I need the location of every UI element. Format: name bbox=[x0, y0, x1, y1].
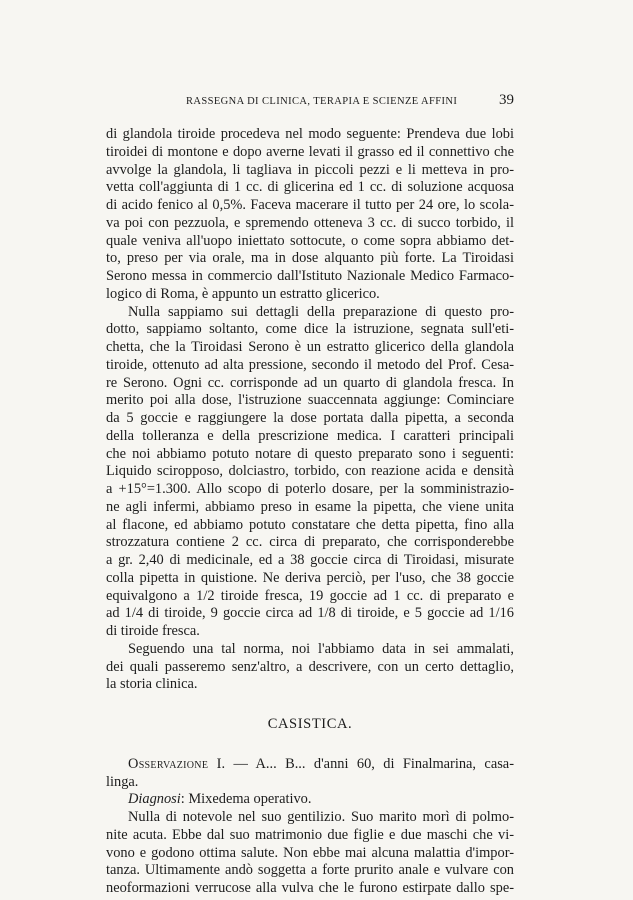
text-line: la storia clinica. bbox=[106, 676, 198, 693]
page-body bbox=[106, 126, 514, 898]
text-line: strozzatura contiene 2 cc. circa di preparato, che corrisponderebbe bbox=[106, 534, 514, 551]
case-history bbox=[106, 809, 514, 898]
text-line: equivalgono a 1/2 tiroide fresca, 19 goccie ad 1 cc. di preparato e bbox=[106, 587, 514, 604]
text-line: avvolge la glandola, li tagliava in piccoli pezzi e li metteva in pro- bbox=[106, 161, 514, 178]
text-line: vono e godono ottima salute. Non ebbe mai alcuna malattia d'impor- bbox=[106, 844, 514, 861]
paragraph-1 bbox=[106, 126, 514, 304]
text-line: re Serono. Ogni cc. corrisponde ad un quarto di glandola fresca. In bbox=[106, 374, 514, 391]
text-line: va poi con pezzuola, e spremendo otteneva 3 cc. di succo torbido, il bbox=[106, 214, 514, 231]
text-line: logico di Roma, è appunto un estratto glicerico. bbox=[106, 285, 380, 302]
text-line: dotto, sappiamo soltanto, come dice la istruzione, segnata sull'eti- bbox=[106, 321, 514, 338]
running-head: RASSEGNA DI CLINICA, TERAPIA E SCIENZE AFFINI bbox=[186, 96, 458, 107]
text-line: chetta, che la Tiroidasi Serono è un estratto glicerico della glandola bbox=[106, 339, 514, 355]
text-line: vetta coll'aggiunta di 1 cc. di glicerina ed 1 cc. di soluzione acquosa bbox=[106, 179, 514, 196]
diagnosis-label: Diagnosi bbox=[128, 791, 181, 808]
text-line: to, preso per via orale, ma in dose alquanto più forte. La Tiroidasi bbox=[106, 250, 514, 267]
paragraph-3 bbox=[106, 641, 514, 694]
text-line: tiroidei di montone e dopo averne levati il grasso ed il connettivo che bbox=[106, 143, 514, 160]
text-line: linga. bbox=[106, 773, 139, 790]
case-diagnosis bbox=[106, 791, 514, 809]
text-line: Liquido sciropposo, dolciastro, torbido, con reazione acida e densità bbox=[106, 463, 514, 480]
text-line bbox=[106, 756, 514, 774]
text-line: che noi abbiamo potuto notare di questo preparato sono i seguenti: bbox=[106, 445, 514, 462]
text-line: Nulla di notevole nel suo gentilizio. Suo marito morì di polmo- bbox=[128, 809, 514, 825]
section-title: CASISTICA. bbox=[267, 716, 353, 732]
text-line: della tolleranza e della prescrizione medica. I caratteri principali bbox=[106, 427, 514, 444]
text-line: nite acuta. Ebbe dal suo matrimonio due figlie e due maschi che vi- bbox=[106, 826, 514, 843]
text-line: a gr. 2,40 di medicinale, ed a 38 goccie circa di Tiroidasi, misurate bbox=[106, 552, 514, 568]
page-header bbox=[106, 92, 514, 114]
text-line: merito poi alla dose, l'istruzione suaccennata aggiunge: Cominciare bbox=[106, 392, 514, 409]
text-line: Serono messa in commercio dall'Istituto Nazionale Medico Farmaco- bbox=[106, 268, 514, 284]
text-line: di tiroide fresca. bbox=[106, 623, 200, 639]
text-line: al flacone, ed abbiamo potuto constatare che detta pipetta, fino alla bbox=[106, 516, 514, 533]
text-line: ad 1/4 di tiroide, 9 goccie circa ad 1/8 di tiroide, e 5 goccie ad 1/16 bbox=[106, 605, 514, 622]
text-line: di acido fenico al 0,5%. Faceva macerare il tutto per 24 ore, lo scola- bbox=[106, 197, 514, 213]
paragraph-2 bbox=[106, 304, 514, 641]
text-line: tanza. Ultimamente andò soggetta a forte prurito anale e vulvare con bbox=[106, 862, 514, 879]
text-line bbox=[106, 791, 514, 809]
text-line: Seguendo una tal norma, noi l'abbiamo data in sei ammalati, bbox=[128, 640, 514, 657]
case-observation bbox=[106, 756, 514, 792]
text-line: dei quali passeremo senz'altro, a descrivere, con un certo dettaglio, bbox=[106, 658, 514, 675]
observation-label: Osservazione bbox=[128, 755, 209, 772]
text-line: colla pipetta in quistione. Ne deriva perciò, per l'uso, che 38 goccie bbox=[106, 569, 514, 586]
page-number: 39 bbox=[499, 92, 514, 108]
text-line: a +15°=1.300. Allo scopo di poterlo dosare, per la somministrazio- bbox=[106, 481, 514, 497]
observation-text: I. — A... B... d'anni 60, di Finalmarina, casa- bbox=[216, 755, 514, 772]
text-line: Nulla sappiamo sui dettagli della preparazione di questo pro- bbox=[128, 303, 514, 320]
text-line: quale veniva all'uopo iniettato sottocute, o come sopra abbiamo det- bbox=[106, 232, 514, 249]
text-line: tiroide, ottenuto ad alta pressione, secondo il metodo del Prof. Cesa- bbox=[106, 356, 514, 373]
text-line: da 5 goccie e raggiungere la dose portata dalla pipetta, a seconda bbox=[106, 410, 514, 426]
diagnosis-text: : Mixedema operativo. bbox=[180, 791, 312, 808]
text-line: ne agli infermi, abbiamo preso in esame la pipetta, che viene unita bbox=[106, 498, 514, 515]
text-line: di glandola tiroide procedeva nel modo seguente: Prendeva due lobi bbox=[106, 126, 514, 142]
text-line: neoformazioni verrucose alla vulva che le furono estirpate dallo spe- bbox=[106, 880, 514, 896]
